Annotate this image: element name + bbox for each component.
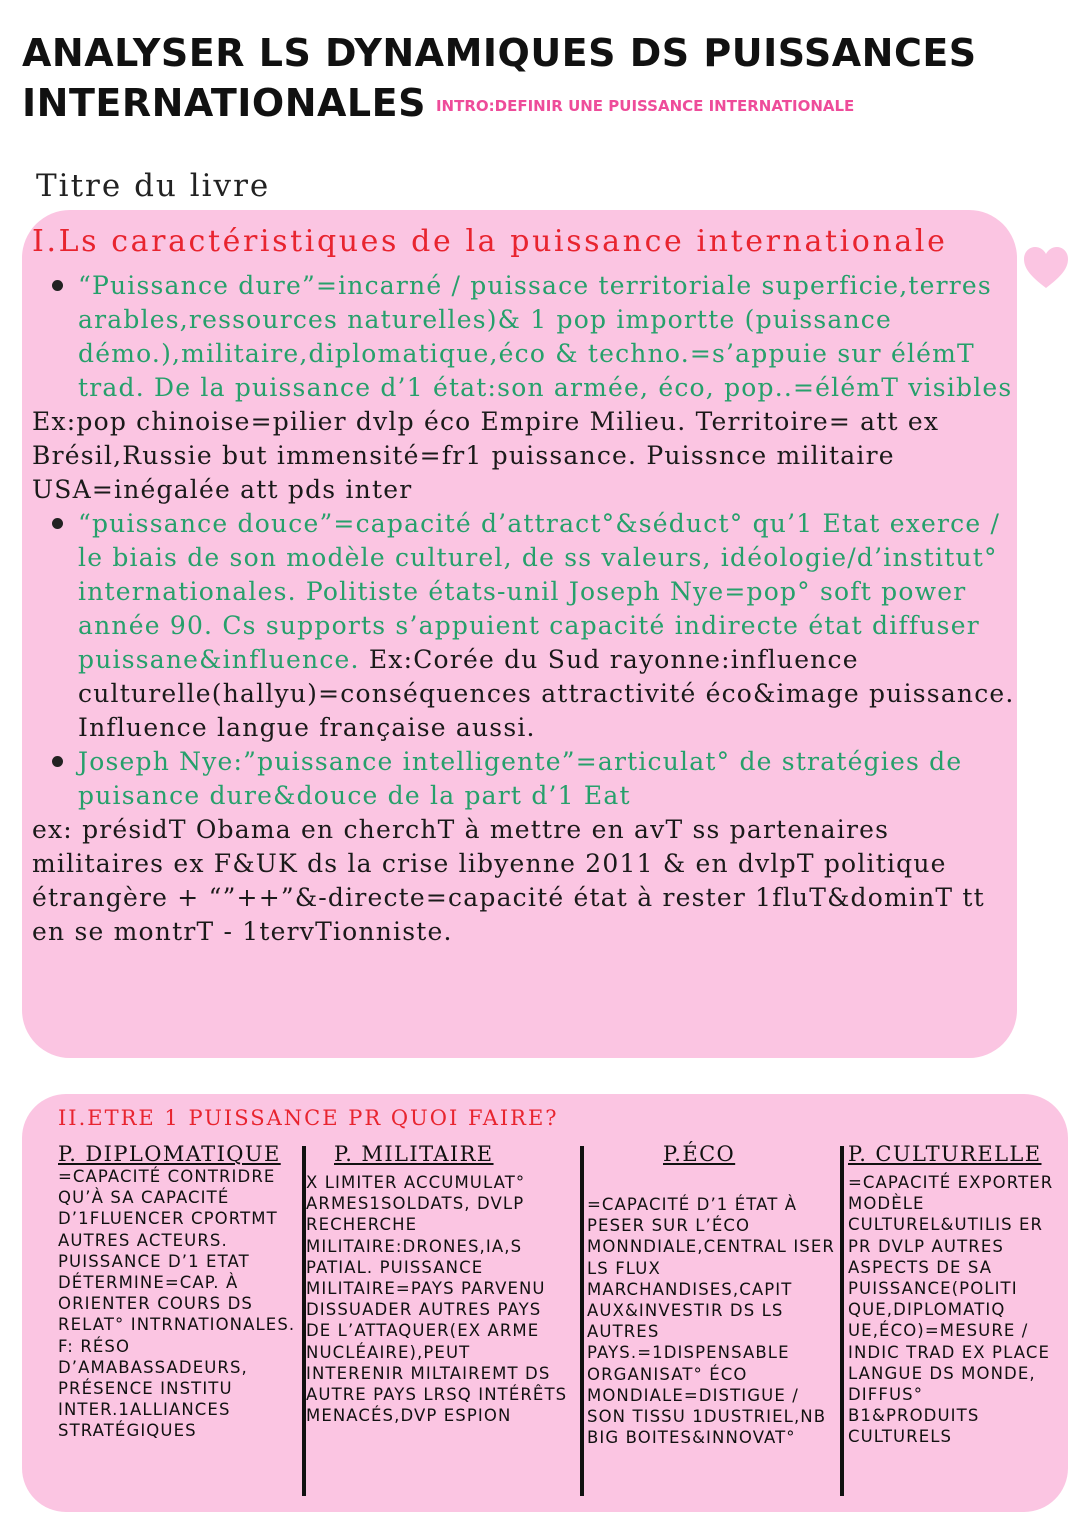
intro-label: INTRO:DEFINIR UNE PUISSANCE INTERNATIONALE (435, 96, 855, 115)
example-hard-power: Ex:pop chinoise=pilier dvlp éco Empire Milieu. Territoire= att ex Brésil,Russie but immensité=fr1 puissance. Puissnce militaire USA=inégalée att pds inter (32, 407, 940, 504)
section-2-title: II.ETRE 1 PUISSANCE PR QUOI FAIRE? (58, 1106, 559, 1130)
title-line-2: INTERNATIONALES (22, 81, 426, 125)
book-title: Titre du livre (36, 168, 271, 204)
section-1-title: I.Ls caractéristiques de la puissance internationale (32, 224, 948, 259)
column-heading: P.ÉCO (663, 1142, 736, 1166)
example-smart-power: ex: présidT Obama en cherchT à mettre en avT ss partenaires militaires ex F&UK ds la crise libyenne 2011 & en dvlpT politique étrangère + “”++”&-directe=capacité état à rester 1fluT&dominT tt en se montrT - 1tervTionniste. (32, 815, 985, 946)
section-2-card (22, 1094, 1068, 1512)
column-militaire (306, 1142, 568, 1426)
column-divider (840, 1146, 844, 1496)
soft-power-example: Ex:Corée du Sud rayonne:influence culturelle(hallyu)=conséquences attractivité éco&image puissance. Influence langue française aussi. (78, 645, 1015, 742)
page-title (22, 28, 977, 131)
column-heading: P. CULTURELLE (848, 1142, 1042, 1166)
section-1-card (22, 210, 1017, 1058)
column-text: =CAPACITÉ CONTRIDRE QU’À SA CAPACITÉ D’1FLUENCER CPORTMT AUTRES ACTEURS. PUISSANCE D’1 ETAT DÉTERMINE=CAP. À ORIENTER COURS DS RELAT° INTRNATIONALES. F: RÉSO D’AMABASSADEURS, PRÉSENCE INSTITU INTER.1ALLIANCES STRATÉGIQUES (58, 1167, 296, 1441)
column-eco (587, 1142, 837, 1448)
column-diplomatique (58, 1142, 298, 1442)
column-text: =CAPACITÉ EXPORTER MODÈLE CULTUREL&UTILIS ER PR DVLP AUTRES ASPECTS DE SA PUISSANCE(POLITI QUE,DIPLOMATIQ UE,ÉCO)=MESURE / INDIC TRAD EX PLACE LANGUE DS MONDE, DIFFUS° B1&PRODUITS CULTURELS (848, 1173, 1054, 1447)
bullet-smart-power: Joseph Nye:”puissance intelligente”=articulat° de stratégies de puisance dure&douce de la part d’1 Eat (32, 745, 1017, 813)
heart-icon (1022, 244, 1070, 292)
soft-power-definition: “puissance douce”=capacité d’attract°&séduct° qu’1 Etat exerce / le biais de son modèle culturel, de ss valeurs, idéologie/d’institut° internationales. Politiste états-unil Joseph Nye=pop° soft power année 90. Cs supports s’appuient capacité indirecte état diffuser puissane&influence. (78, 509, 1001, 674)
bullet-soft-power (32, 507, 1017, 745)
column-heading: P. DIPLOMATIQUE (58, 1142, 281, 1166)
column-heading: P. MILITAIRE (334, 1142, 494, 1166)
column-text: X LIMITER ACCUMULAT° ARMES1SOLDATS, DVLP RECHERCHE MILITAIRE:DRONES,IA,S PATIAL. PUISSANCE MILITAIRE=PAYS PARVENU DISSUADER AUTRES PAYS DE L’ATTAQUER(EX ARME NUCLÉAIRE),PEUT INTERENIR MILTAIREMT DS AUTRE PAYS LRSQ INTÉRÊTS MENACÉS,DVP ESPION (306, 1173, 568, 1426)
bullet-hard-power: “Puissance dure”=incarné / puissace territoriale superficie,terres arables,ressources naturelles)& 1 pop importte (puissance démo.),militaire,diplomatique,éco & techno.=s’appuie sur élémT trad. De la puissance d’1 état:son armée, éco, pop..=élémT visibles (32, 269, 1017, 405)
column-culturelle (848, 1142, 1060, 1448)
title-line-1: ANALYSER LS DYNAMIQUES DS PUISSANCES (22, 31, 977, 75)
column-text: =CAPACITÉ D’1 ÉTAT À PESER SUR L’ÉCO MONNDIALE,CENTRAL ISER LS FLUX MARCHANDISES,CAPIT AUX&INVESTIR DS LS AUTRES PAYS.=1DISPENSABLE ORGANISAT° ÉCO MONDIALE=DISTIGUE / SON TISSU 1DUSTRIEL,NB BIG BOITES&INNOVAT° (587, 1195, 835, 1448)
column-divider (580, 1146, 584, 1496)
